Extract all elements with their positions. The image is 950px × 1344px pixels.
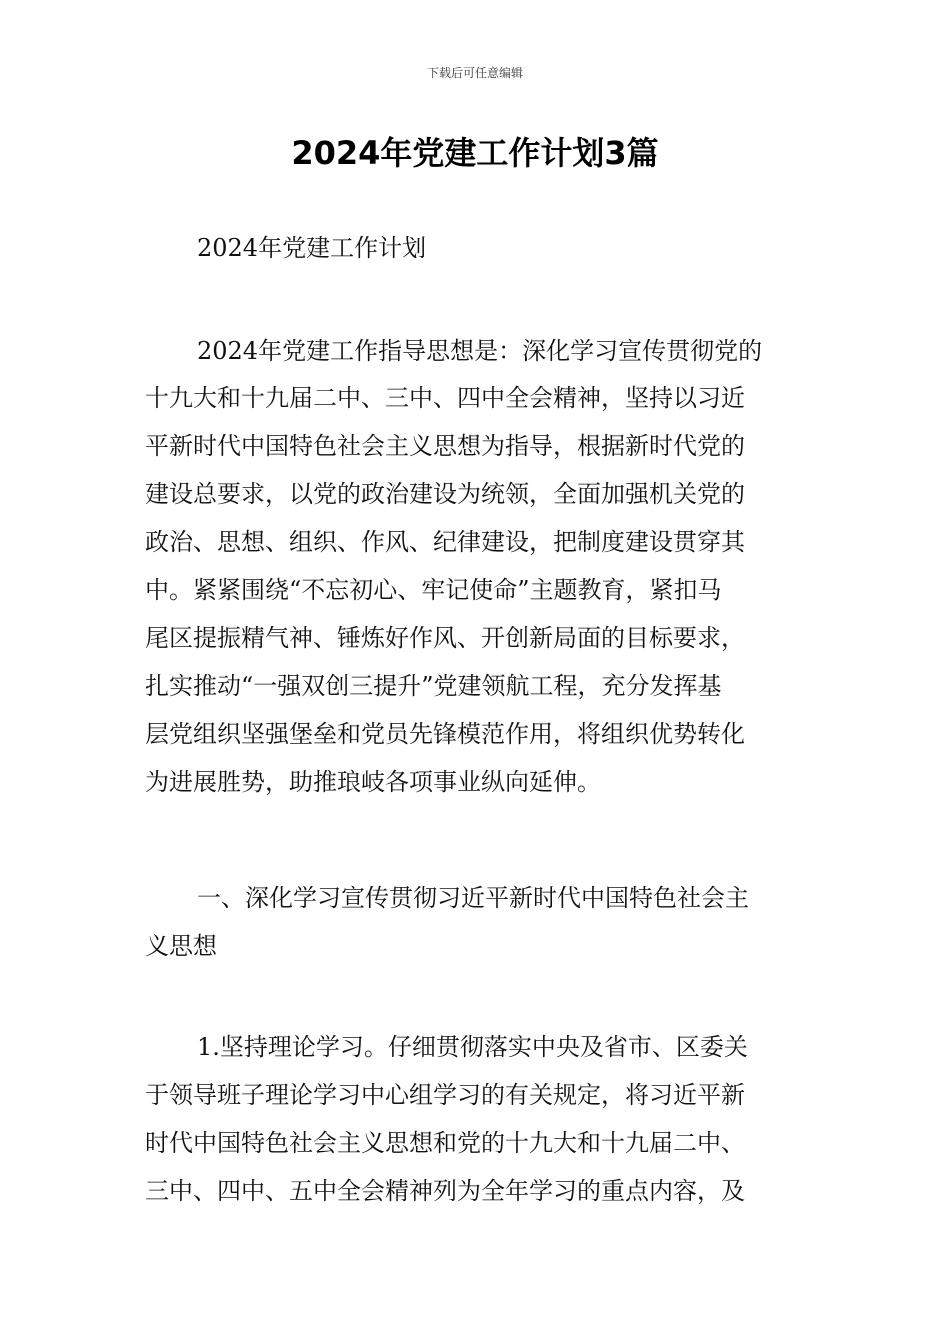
paragraph-line: 十九大和十九届二中、三中、四中全会精神，坚持以习近 bbox=[145, 384, 745, 412]
section-heading: 一、深化学习宣传贯彻习近平新时代中国特色社会主 bbox=[197, 884, 749, 912]
paragraph-line: 扎实推动“一强双创三提升”党建领航工程，充分发挥基 bbox=[145, 672, 722, 700]
paragraph-line: 2024年党建工作指导思想是：深化学习宣传贯彻党的 bbox=[197, 337, 763, 365]
paragraph-line: 层党组织坚强堡垒和党员先锋模范作用，将组织优势转化 bbox=[145, 720, 745, 748]
paragraph-line: 政治、思想、组织、作风、纪律建设，把制度建设贯穿其 bbox=[145, 528, 745, 556]
paragraph-line: 三中、四中、五中全会精神列为全年学习的重点内容，及 bbox=[145, 1177, 745, 1205]
paragraph-line: 尾区提振精气神、锤炼好作风、开创新局面的目标要求， bbox=[145, 624, 745, 652]
paragraph-line: 1.坚持理论学习。仔细贯彻落实中央及省市、区委关 bbox=[197, 1033, 748, 1061]
section-heading: 义思想 bbox=[145, 932, 217, 960]
paragraph-line: 建设总要求，以党的政治建设为统领，全面加强机关党的 bbox=[145, 480, 745, 508]
header-note: 下载后可任意编辑 bbox=[426, 66, 523, 80]
paragraph-line: 于领导班子理论学习中心组学习的有关规定，将习近平新 bbox=[145, 1081, 745, 1109]
paragraph-line: 时代中国特色社会主义思想和党的十九大和十九届二中、 bbox=[145, 1129, 745, 1157]
paragraph-line: 为进展胜势，助推琅岐各项事业纵向延伸。 bbox=[145, 768, 601, 796]
document-title: 2024年党建工作计划3篇 bbox=[291, 134, 659, 172]
paragraph-line: 平新时代中国特色社会主义思想为指导，根据新时代党的 bbox=[145, 432, 745, 460]
section-subtitle: 2024年党建工作计划 bbox=[197, 234, 427, 262]
paragraph-line: 中。紧紧围绕“不忘初心、牢记使命”主题教育，紧扣马 bbox=[145, 576, 722, 604]
